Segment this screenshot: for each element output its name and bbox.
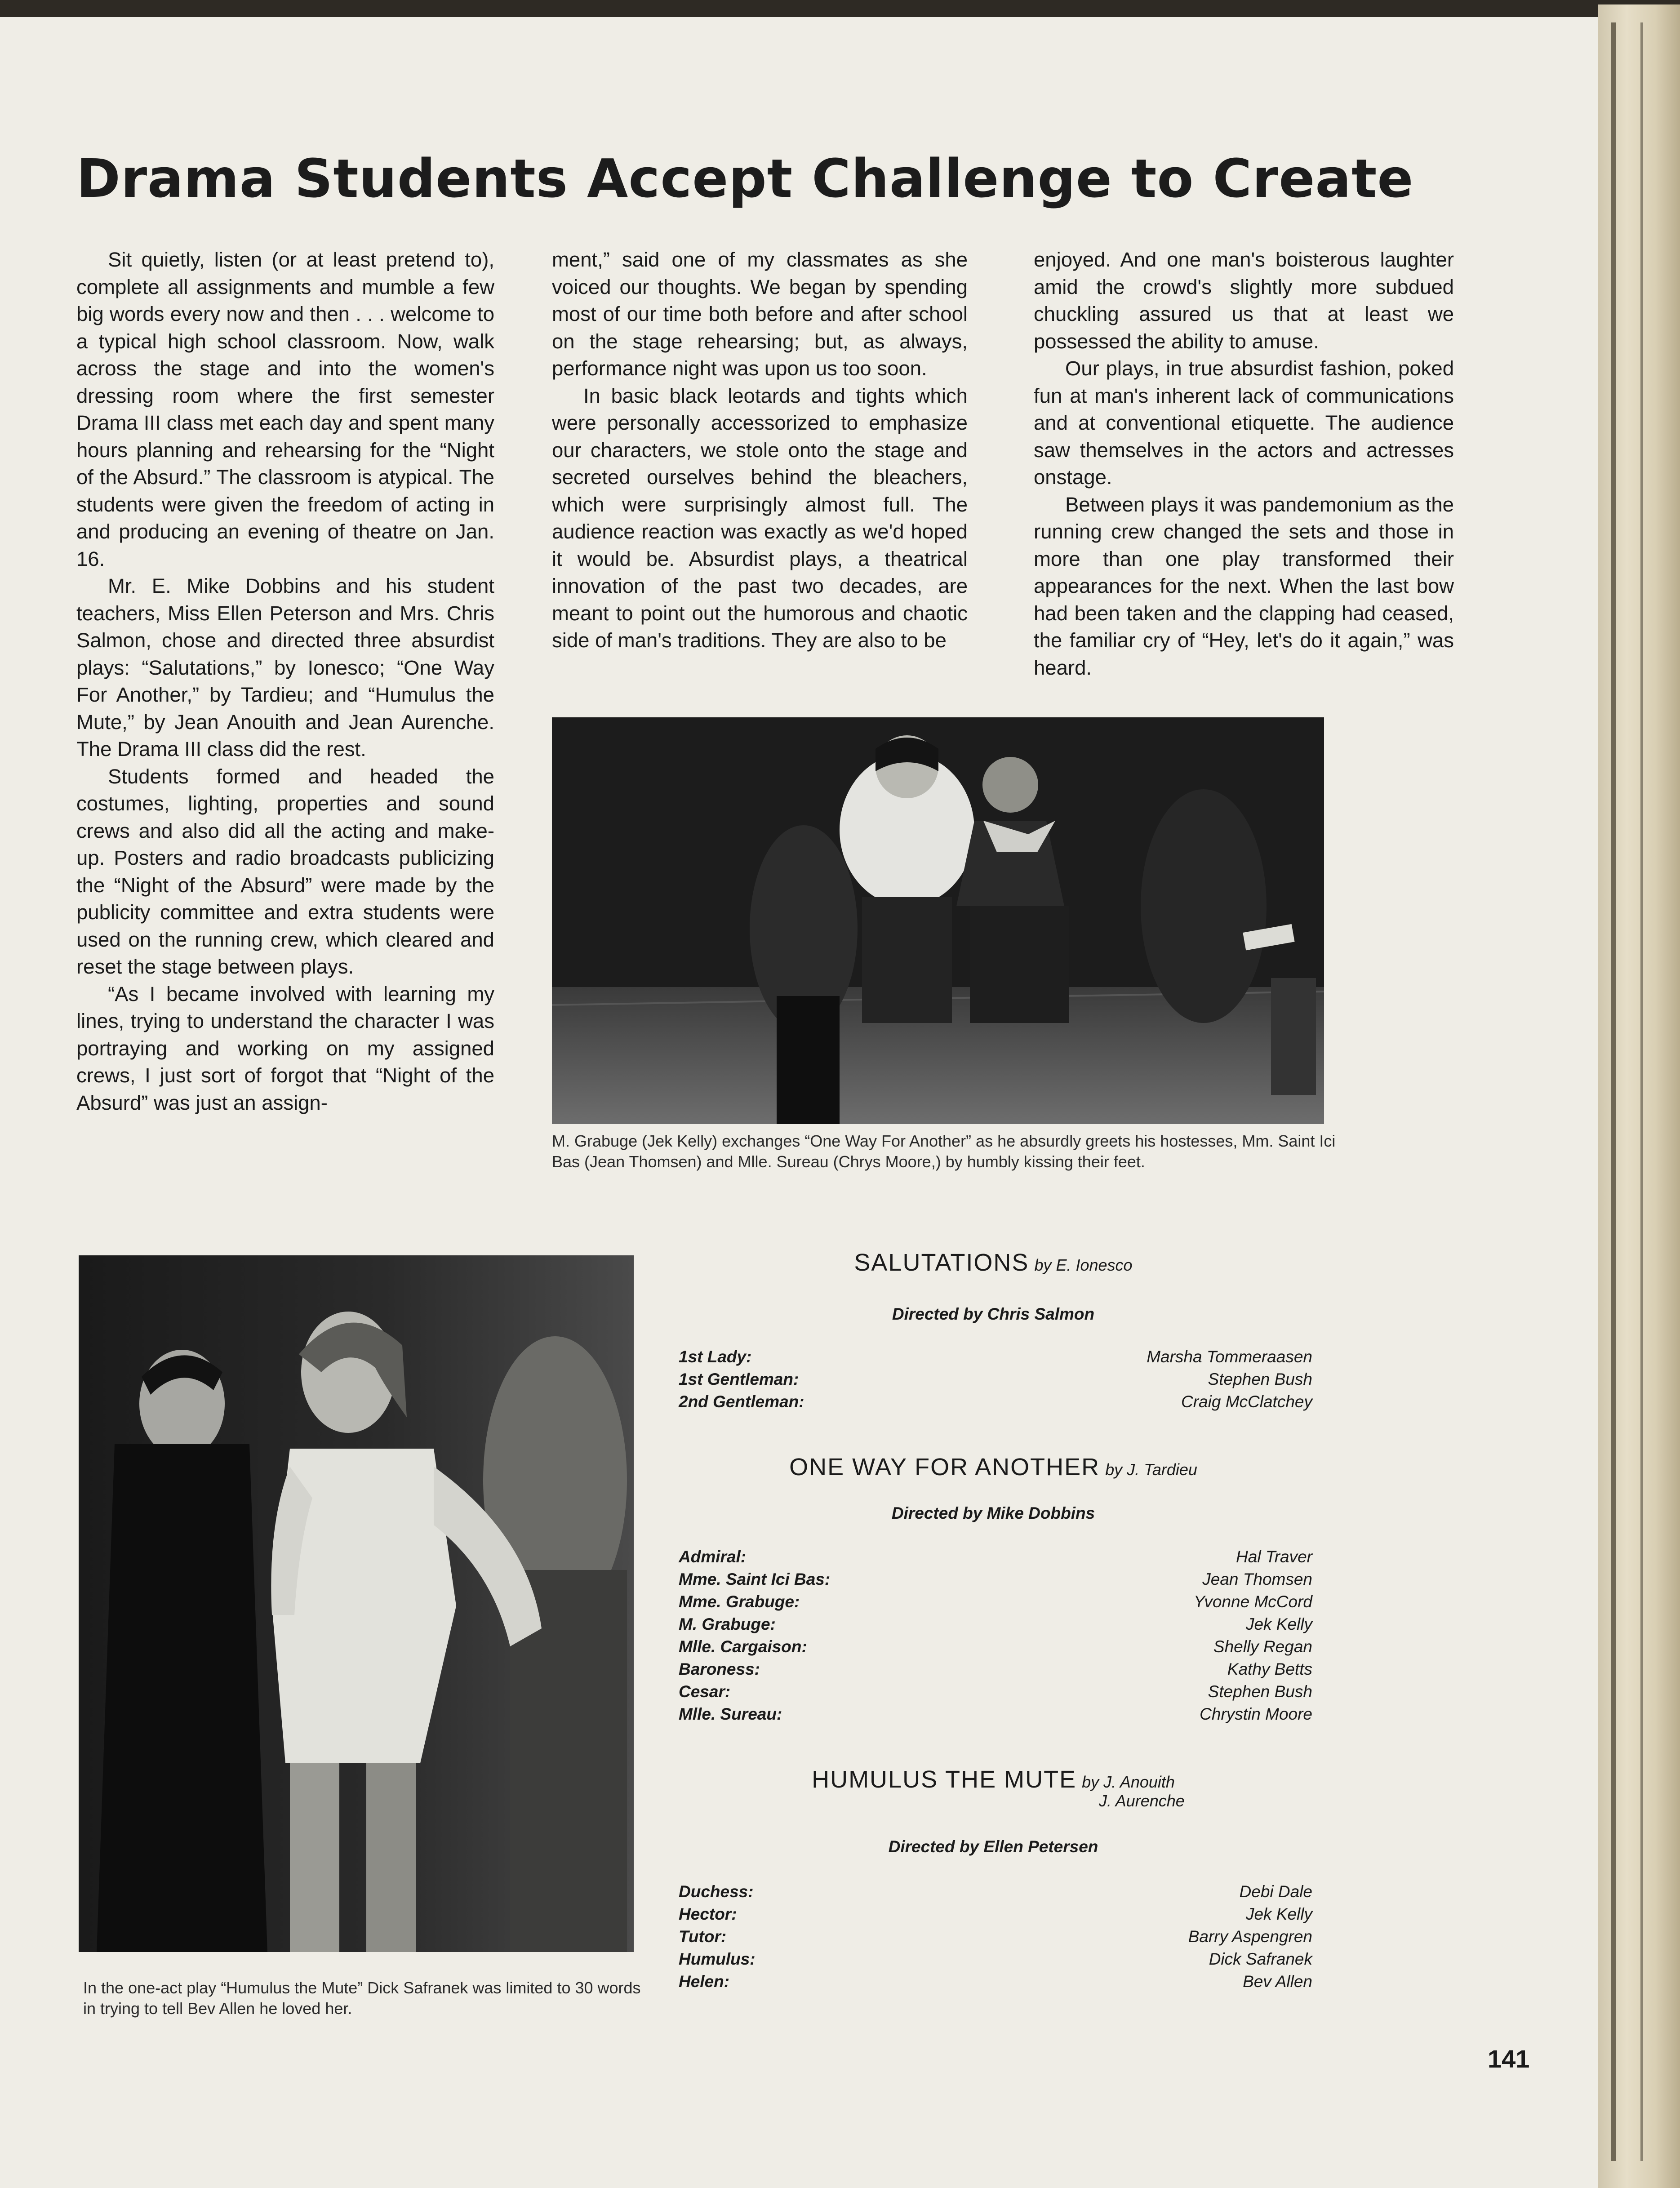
- cast-role: Admiral:: [679, 1548, 747, 1566]
- cast-role: Mme. Grabuge:: [679, 1592, 800, 1611]
- cast-actor: Jek Kelly: [1245, 1905, 1312, 1923]
- cast-actor: Jek Kelly: [1245, 1615, 1312, 1633]
- cast-row: [652, 1347, 1312, 1370]
- article-headline: Drama Students Accept Challenge to Create: [76, 147, 1414, 209]
- play-co-author: J. Aurenche: [1099, 1792, 1185, 1810]
- play-title-text: SALUTATIONS: [854, 1249, 1029, 1276]
- director-line: Directed by Ellen Petersen: [888, 1837, 1098, 1856]
- cast-row: [652, 1392, 1312, 1415]
- paragraph: enjoyed. And one man's boisterous laughter amid the crowd's slightly more subdued chuckling assured us that at least we possessed the ability to amuse.: [1034, 248, 1454, 353]
- cast-role: 2nd Gentleman:: [679, 1392, 804, 1411]
- cast-row: [652, 1705, 1312, 1727]
- cast-role: Mlle. Sureau:: [679, 1705, 782, 1723]
- cast-row: [652, 1615, 1312, 1637]
- play-author: by J. Tardieu: [1105, 1460, 1197, 1479]
- paragraph: ment,” said one of my classmates as she voiced our thoughts. We began by spending most of our time both before and after school on the stage rehearsing; but, as always, performance night was upon us too soon.: [552, 248, 968, 380]
- cast-actor: Craig McClatchey: [1181, 1392, 1312, 1411]
- play-title-text: ONE WAY FOR ANOTHER: [789, 1454, 1100, 1481]
- play-author: by J. Anouith: [1082, 1773, 1175, 1791]
- cast-actor: Shelly Regan: [1213, 1637, 1312, 1656]
- paragraph: Sit quietly, listen (or at least pretend to), complete all assignments and mumble a few big words every now and then . . . welcome to a typical high school classroom. Now, walk across the stage and into the women's dressing room where the first semester Drama III class met each day and spent many hours planning and rehearsing for the “Night of the Absurd.” The classroom is atypical. The students were given the freedom of acting in and producing an evening of theatre on Jan. 16.: [76, 248, 494, 570]
- cast-actor: Debi Dale: [1239, 1882, 1312, 1901]
- cast-role: M. Grabuge:: [679, 1615, 776, 1633]
- book-binding-edge: [1598, 4, 1680, 2188]
- paragraph: “As I became involved with learning my lines, trying to understand the character I was portraying and working on my assigned crews, I just sort of forgot that “Night of the Absurd” was just an assign-: [76, 982, 494, 1114]
- cast-row: [652, 1548, 1312, 1570]
- cast-actor: Stephen Bush: [1208, 1370, 1312, 1388]
- cast-role: Humulus:: [679, 1950, 756, 1968]
- article-column-1: [76, 246, 494, 1116]
- cast-actor: Marsha Tommeraasen: [1147, 1347, 1312, 1366]
- cast-row: [652, 1682, 1312, 1705]
- cast-actor: Bev Allen: [1243, 1972, 1312, 1991]
- cast-role: 1st Gentleman:: [679, 1370, 799, 1388]
- director-line: Directed by Mike Dobbins: [891, 1504, 1095, 1522]
- article-column-2: [552, 246, 968, 654]
- cast-role: Mme. Saint Ici Bas:: [679, 1570, 831, 1588]
- cast-row: [652, 1592, 1312, 1615]
- cast-actor: Jean Thomsen: [1202, 1570, 1312, 1588]
- paragraph: In basic black leotards and tights which were personally accessorized to emphasize our characters, we stole onto the stage and secreted ourselves behind the bleachers, which were surprisingly almost full. The audience reaction was exactly as we'd hoped it would be. Absurdist plays, a theatrical innovation of the past two decades, are meant to point out the humorous and chaotic side of man's traditions. They are also to be: [552, 384, 968, 652]
- cast-actor: Dick Safranek: [1209, 1950, 1312, 1968]
- cast-role: Mlle. Cargaison:: [679, 1637, 807, 1656]
- cast-role: Hector:: [679, 1905, 737, 1923]
- stage-photo-caption: M. Grabuge (Jek Kelly) exchanges “One Way For Another” as he absurdly greets his hostesses, Mm. Saint Ici Bas (Jean Thomsen) and Mlle. Sureau (Chrys Moore,) by humbly kissing their feet.: [552, 1132, 1336, 1171]
- humulus-photo-caption: In the one-act play “Humulus the Mute” Dick Safranek was limited to 30 words in trying to tell Bev Allen he loved her.: [83, 1979, 641, 2018]
- cast-actor: Kathy Betts: [1227, 1660, 1312, 1678]
- binding-line: [1611, 22, 1616, 2161]
- cast-actor: Yvonne McCord: [1194, 1592, 1312, 1611]
- play-author: by E. Ionesco: [1034, 1256, 1133, 1274]
- cast-row: [652, 1370, 1312, 1392]
- cast-actor: Hal Traver: [1236, 1548, 1312, 1566]
- cast-role: Duchess:: [679, 1882, 754, 1901]
- cast-role: 1st Lady:: [679, 1347, 752, 1366]
- play-title-text: HUMULUS THE MUTE: [812, 1766, 1077, 1793]
- cast-actor: Stephen Bush: [1208, 1682, 1312, 1701]
- binding-line: [1640, 22, 1643, 2161]
- cast-role: Tutor:: [679, 1927, 727, 1946]
- play-title-humulus: [652, 1766, 1335, 1793]
- stage-photo: [552, 717, 1324, 1124]
- cast-row: [652, 1972, 1312, 1995]
- play-title-salutations: [652, 1249, 1335, 1276]
- director-line: Directed by Chris Salmon: [892, 1305, 1095, 1323]
- cast-row: [652, 1570, 1312, 1592]
- humulus-photo: [79, 1255, 634, 1952]
- cast-row: [652, 1882, 1312, 1905]
- cast-row: [652, 1950, 1312, 1972]
- cast-actor: Barry Aspengren: [1188, 1927, 1312, 1946]
- cast-role: Cesar:: [679, 1682, 731, 1701]
- cast-row: [652, 1660, 1312, 1682]
- cast-role: Helen:: [679, 1972, 730, 1991]
- play-title-one-way: [652, 1453, 1335, 1481]
- article-column-3: [1034, 246, 1454, 681]
- cast-role: Baroness:: [679, 1660, 760, 1678]
- cast-row: [652, 1905, 1312, 1927]
- cast-row: [652, 1637, 1312, 1660]
- yearbook-page: [0, 17, 1600, 2188]
- cast-actor: Chrystin Moore: [1200, 1705, 1312, 1723]
- paragraph: Between plays it was pandemonium as the running crew changed the sets and those in more than one play transformed their appearances for the next. When the last bow had been taken and the clapping had ceased, the familiar cry of “Hey, let's do it again,” was heard.: [1034, 493, 1454, 679]
- paragraph: Our plays, in true absurdist fashion, poked fun at man's inherent lack of communications and at conventional etiquette. The audience saw themselves in the actors and actresses onstage.: [1034, 357, 1454, 489]
- paragraph: Students formed and headed the costumes, lighting, properties and sound crews and also did all the acting and make-up. Posters and radio broadcasts publicizing the “Night of the Absurd” were made by the publicity committee and extra students were used on the running crew, which cleared and reset the stage between plays.: [76, 765, 494, 978]
- cast-row: [652, 1927, 1312, 1950]
- paragraph: Mr. E. Mike Dobbins and his student teachers, Miss Ellen Peterson and Mrs. Chris Salmon, chose and directed three absurdist plays: “Salutations,” by Ionesco; “One Way For Another,” by Tardieu; and “Humulus the Mute,” by Jean Anouith and Jean Aurenche. The Drama III class did the rest.: [76, 574, 494, 760]
- page-number: 141: [1488, 2045, 1530, 2073]
